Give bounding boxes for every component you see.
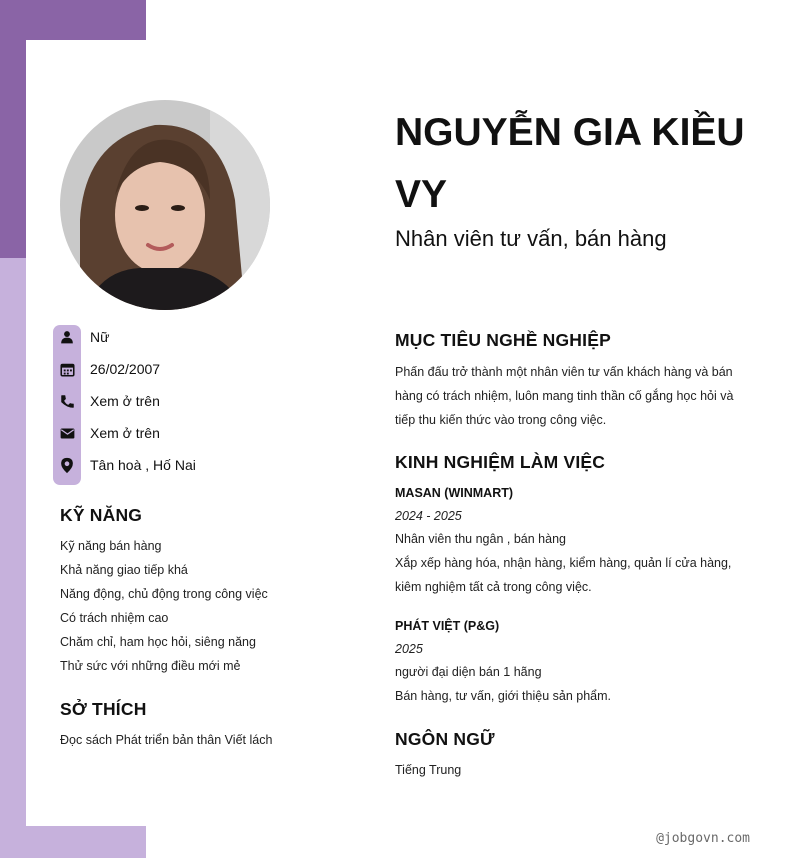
job-description: Bán hàng, tư vấn, giới thiệu sản phẩm. [395, 689, 612, 703]
job-period: 2024 - 2025 [395, 509, 462, 523]
profile-photo [60, 100, 270, 310]
candidate-role: Nhân viên tư vấn, bán hàng [395, 226, 667, 251]
candidate-name: NGUYỄN GIA KIỀU VY [395, 111, 745, 216]
contact-gender-value: Nữ [90, 329, 110, 345]
decor-block-light-bottom [0, 826, 146, 858]
skill-item: Có trách nhiệm cao [60, 611, 169, 625]
language-item: Tiếng Trung [395, 763, 462, 777]
languages-title: NGÔN NGỮ [395, 729, 495, 749]
hobbies-text: Đọc sách Phát triển bản thân Viết lách [60, 733, 273, 747]
contact-birthday-value: 26/02/2007 [90, 361, 161, 377]
email-icon [53, 427, 81, 440]
person-icon [53, 330, 81, 344]
watermark: @jobgovn.com [656, 831, 750, 846]
job-description: Xắp xếp hàng hóa, nhận hàng, kiểm hàng, quản lí cửa hàng, [395, 556, 732, 570]
objective-title: MỤC TIÊU NGHỀ NGHIỆP [395, 330, 611, 350]
job-position: Nhân viên thu ngân , bán hàng [395, 532, 566, 546]
job-description: kiêm nghiệm tất cả trong công việc. [395, 580, 592, 594]
contact-gender [53, 321, 109, 353]
contact-birthday [53, 353, 160, 385]
skill-item: Khả năng giao tiếp khá [60, 563, 188, 577]
contact-phone [53, 385, 160, 417]
calendar-icon [53, 362, 81, 377]
contact-address [53, 449, 196, 481]
experience-title: KINH NGHIỆM LÀM VIỆC [395, 452, 606, 472]
job-company: PHÁT VIỆT (P&G) [395, 619, 500, 633]
skill-item: Kỹ năng bán hàng [60, 539, 162, 553]
phone-icon [53, 394, 81, 409]
profile-photo-image [60, 100, 270, 310]
decor-strip-light [0, 258, 26, 858]
contact-address-value: Tân hoà , Hố Nai [90, 457, 196, 473]
job-period: 2025 [395, 642, 423, 656]
skill-item: Năng động, chủ động trong công việc [60, 587, 268, 601]
skill-item: Thử sức với những điều mới mẻ [60, 659, 241, 673]
objective-text: Phấn đấu trở thành một nhân viên tư vấn khách hàng và bán hàng có trách nhiệm, luôn mang tinh thần cố gắng học hỏi và tiếp thu kiến thức vào trong công việc. [395, 365, 734, 427]
contact-email-value: Xem ở trên [90, 425, 160, 441]
location-icon [53, 457, 81, 474]
contact-email [53, 417, 160, 449]
job-position: người đại diện bán 1 hãng [395, 665, 542, 679]
job-company: MASAN (WINMART) [395, 486, 514, 500]
skills-title: KỸ NĂNG [60, 505, 143, 525]
skill-item: Chăm chỉ, ham học hỏi, siêng năng [60, 635, 256, 649]
contact-phone-value: Xem ở trên [90, 393, 160, 409]
hobbies-title: SỞ THÍCH [60, 699, 147, 719]
